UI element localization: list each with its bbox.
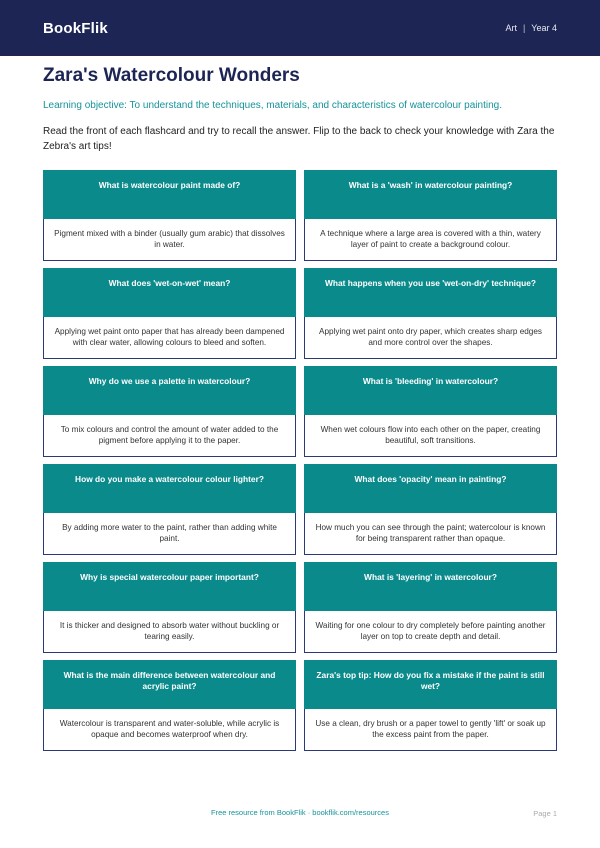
flashcard[interactable] [304,366,557,457]
flashcard-question: What is 'layering' in watercolour? [304,562,557,611]
learning-objective: Learning objective: To understand the techniques, materials, and characteristics of watercolour painting. [43,100,502,111]
intro-text: Read the front of each flashcard and try to recall the answer. Flip to the back to check your knowledge with Zara the Zebra's art tips! [43,126,555,152]
flashcard-answer: By adding more water to the paint, rather than adding white paint. [43,513,296,555]
flashcard-question: What does 'wet-on-wet' mean? [43,268,296,317]
flashcard-question: What happens when you use 'wet-on-dry' technique? [304,268,557,317]
flashcard-question: What is the main difference between watercolour and acrylic paint? [43,660,296,709]
flashcard-question: What is 'bleeding' in watercolour? [304,366,557,415]
flashcard[interactable] [43,170,296,261]
flashcard[interactable] [304,268,557,359]
flashcard[interactable] [304,562,557,653]
flashcard[interactable] [43,464,296,555]
flashcard-answer: How much you can see through the paint; watercolour is known for being transparent rather than opaque. [304,513,557,555]
meta-separator: | [522,23,526,33]
flashcard-question: How do you make a watercolour colour lighter? [43,464,296,513]
flashcard[interactable] [304,170,557,261]
year-label: Year 4 [531,23,557,33]
flashcard-question: What is a 'wash' in watercolour painting? [304,170,557,219]
flashcard-answer: Use a clean, dry brush or a paper towel to gently 'lift' or soak up the excess paint from the paper. [304,709,557,751]
flashcard-answer: To mix colours and control the amount of water added to the pigment before applying it to the paper. [43,415,296,457]
top-header-bar [0,0,600,56]
page-title: Zara's Watercolour Wonders [43,65,300,86]
flashcard-answer: Watercolour is transparent and water-soluble, while acrylic is opaque and becomes waterproof when dry. [43,709,296,751]
flashcard-answer: Waiting for one colour to dry completely before painting another layer on top to create depth and detail. [304,611,557,653]
flashcard[interactable] [43,660,296,751]
flashcard[interactable] [43,268,296,359]
brand-logo-text[interactable]: BookFlik [43,19,108,37]
flashcard-answer: When wet colours flow into each other on the paper, creating beautiful, soft transitions. [304,415,557,457]
flashcard[interactable] [304,464,557,555]
flashcard-grid [43,170,557,751]
flashcard-question: What is watercolour paint made of? [43,170,296,219]
flashcard-answer: It is thicker and designed to absorb water without buckling or tearing easily. [43,611,296,653]
footer-credit[interactable]: Free resource from BookFlik · bookflik.com/resources [211,808,389,817]
flashcard-question: Why is special watercolour paper important? [43,562,296,611]
flashcard[interactable] [43,562,296,653]
flashcard-answer: Applying wet paint onto paper that has already been dampened with clear water, allowing colours to bleed and soften. [43,317,296,359]
flashcard-question: Zara's top tip: How do you fix a mistake if the paint is still wet? [304,660,557,709]
flashcard-question: Why do we use a palette in watercolour? [43,366,296,415]
page-number: Page 1 [533,809,557,818]
flashcard-answer: Pigment mixed with a binder (usually gum arabic) that dissolves in water. [43,219,296,261]
flashcard-answer: A technique where a large area is covered with a thin, watery layer of paint to create a background colour. [304,219,557,261]
flashcard-answer: Applying wet paint onto dry paper, which creates sharp edges and more control over the shapes. [304,317,557,359]
subject-label: Art [505,23,517,33]
flashcard[interactable] [43,366,296,457]
header-meta [505,23,557,33]
flashcard[interactable] [304,660,557,751]
flashcard-question: What does 'opacity' mean in painting? [304,464,557,513]
